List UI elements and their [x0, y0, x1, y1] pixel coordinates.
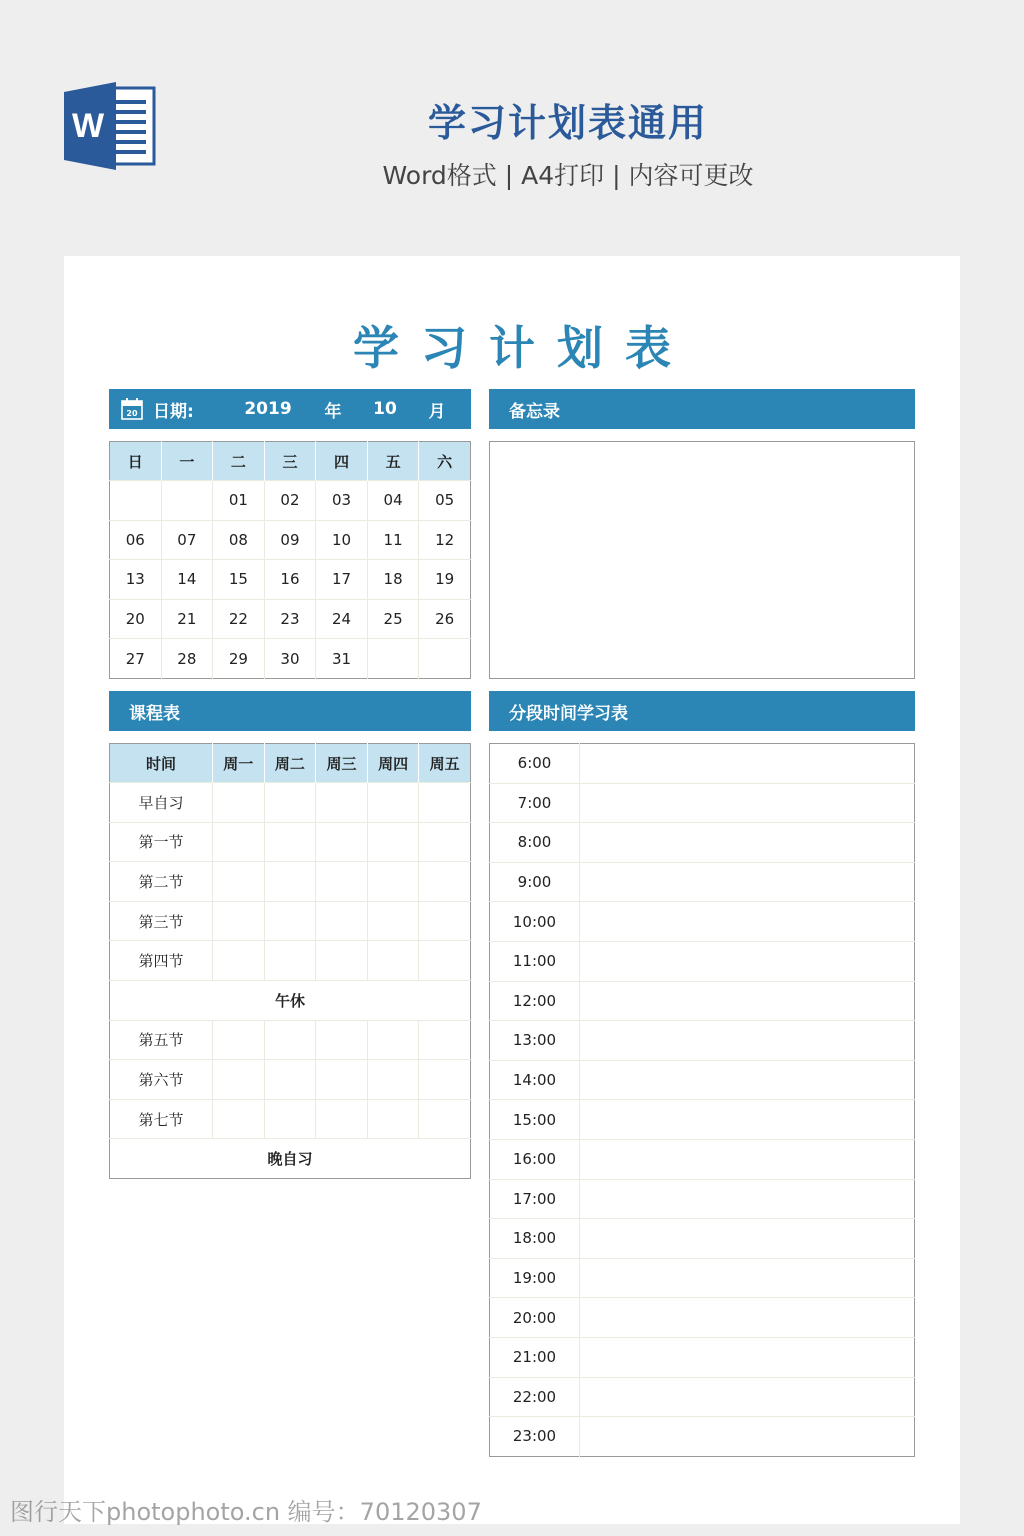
course-day-header: 周四: [367, 744, 419, 783]
calendar-day-cell[interactable]: [367, 639, 419, 679]
course-table: [109, 743, 471, 1179]
calendar-day-cell[interactable]: 08: [213, 520, 265, 560]
calendar-day-cell[interactable]: 15: [213, 560, 265, 600]
weekday-header: 六: [419, 442, 471, 481]
course-row: [110, 783, 471, 823]
calendar-day-cell[interactable]: 11: [367, 520, 419, 560]
course-break-row-label: 晚自习: [110, 1139, 471, 1179]
schedule-row: [490, 1139, 915, 1179]
schedule-row: [490, 1179, 915, 1219]
course-cell[interactable]: [213, 822, 265, 862]
document-title: 学习计划表: [353, 321, 693, 375]
calendar-day-cell[interactable]: 16: [264, 560, 316, 600]
calendar-day-cell[interactable]: 20: [110, 599, 162, 639]
calendar-day-cell[interactable]: 21: [161, 599, 213, 639]
calendar-icon: [121, 398, 143, 420]
calendar-day-cell[interactable]: 14: [161, 560, 213, 600]
schedule-entry-cell[interactable]: [580, 1100, 915, 1140]
schedule-row: [490, 744, 915, 784]
schedule-bar: [489, 691, 915, 731]
calendar-week-row: [110, 520, 471, 560]
calendar-week-row: [110, 599, 471, 639]
course-day-header: 周三: [316, 744, 368, 783]
schedule-time-label: 19:00: [490, 1258, 580, 1298]
schedule-row: [490, 1060, 915, 1100]
schedule-time-label: 6:00: [490, 744, 580, 784]
course-period-label: 第三节: [110, 901, 213, 941]
course-cell[interactable]: [264, 901, 316, 941]
course-row: [110, 1020, 471, 1060]
schedule-time-label: 7:00: [490, 783, 580, 823]
schedule-time-label: 20:00: [490, 1298, 580, 1338]
calendar-day-cell[interactable]: 09: [264, 520, 316, 560]
schedule-time-label: 11:00: [490, 941, 580, 981]
calendar-day-cell[interactable]: 30: [264, 639, 316, 679]
calendar-day-cell[interactable]: 28: [161, 639, 213, 679]
schedule-entry-cell[interactable]: [580, 744, 915, 784]
schedule-entry-cell[interactable]: [580, 823, 915, 863]
calendar-day-cell[interactable]: 01: [213, 481, 265, 521]
course-period-label: 第五节: [110, 1020, 213, 1060]
course-row: [110, 1060, 471, 1100]
course-cell[interactable]: [264, 1020, 316, 1060]
calendar-day-cell[interactable]: 26: [419, 599, 471, 639]
course-cell[interactable]: [367, 941, 419, 981]
course-cell[interactable]: [419, 783, 471, 823]
course-bar: [109, 691, 471, 731]
weekday-header: 五: [367, 442, 419, 481]
calendar-day-cell[interactable]: 12: [419, 520, 471, 560]
schedule-entry-cell[interactable]: [580, 1139, 915, 1179]
calendar-week-row: [110, 481, 471, 521]
course-cell[interactable]: [367, 1099, 419, 1139]
schedule-row: [490, 981, 915, 1021]
course-cell[interactable]: [419, 941, 471, 981]
course-cell[interactable]: [213, 901, 265, 941]
schedule-entry-cell[interactable]: [580, 902, 915, 942]
course-period-label: 早自习: [110, 783, 213, 823]
schedule-row: [490, 902, 915, 942]
course-cell[interactable]: [264, 862, 316, 902]
calendar-day-cell[interactable]: 23: [264, 599, 316, 639]
course-cell[interactable]: [367, 822, 419, 862]
schedule-entry-cell[interactable]: [580, 1337, 915, 1377]
course-cell[interactable]: [264, 783, 316, 823]
calendar-day-cell[interactable]: 24: [316, 599, 368, 639]
schedule-row: [490, 1377, 915, 1417]
course-period-label: 第六节: [110, 1060, 213, 1100]
date-label: 日期:: [153, 401, 194, 422]
course-row: [110, 862, 471, 902]
course-row: [110, 1099, 471, 1139]
course-period-label: 第一节: [110, 822, 213, 862]
schedule-entry-cell[interactable]: [580, 1377, 915, 1417]
calendar-day-cell[interactable]: [161, 481, 213, 521]
course-cell[interactable]: [367, 1060, 419, 1100]
calendar-day-cell[interactable]: 25: [367, 599, 419, 639]
course-cell[interactable]: [264, 941, 316, 981]
course-cell[interactable]: [419, 1099, 471, 1139]
schedule-entry-cell[interactable]: [580, 981, 915, 1021]
schedule-time-label: 8:00: [490, 823, 580, 863]
schedule-time-label: 14:00: [490, 1060, 580, 1100]
calendar-table: [109, 441, 471, 679]
course-cell[interactable]: [316, 901, 368, 941]
course-period-label: 第四节: [110, 941, 213, 981]
date-month[interactable]: 10: [373, 399, 397, 419]
course-cell[interactable]: [264, 1060, 316, 1100]
course-period-label: 第七节: [110, 1099, 213, 1139]
calendar-day-cell[interactable]: 31: [316, 639, 368, 679]
schedule-table: [489, 743, 915, 1457]
course-day-header: 周二: [264, 744, 316, 783]
weekday-header: 四: [316, 442, 368, 481]
calendar-day-cell[interactable]: 10: [316, 520, 368, 560]
calendar-day-cell[interactable]: 19: [419, 560, 471, 600]
schedule-time-label: 13:00: [490, 1021, 580, 1061]
course-row: [110, 822, 471, 862]
schedule-row: [490, 1417, 915, 1457]
course-cell[interactable]: [367, 1020, 419, 1060]
course-day-header: 周一: [213, 744, 265, 783]
calendar-day-cell[interactable]: 27: [110, 639, 162, 679]
course-cell[interactable]: [213, 1099, 265, 1139]
course-label: 课程表: [129, 703, 180, 724]
schedule-entry-cell[interactable]: [580, 1179, 915, 1219]
course-cell[interactable]: [316, 1020, 368, 1060]
course-cell[interactable]: [419, 862, 471, 902]
calendar-week-row: [110, 639, 471, 679]
promo-subtitle: Word格式 | A4打印 | 内容可更改: [382, 161, 754, 190]
schedule-row: [490, 1100, 915, 1140]
memo-box[interactable]: [489, 441, 915, 679]
schedule-entry-cell[interactable]: [580, 1021, 915, 1061]
calendar-day-cell[interactable]: 05: [419, 481, 471, 521]
course-cell[interactable]: [213, 862, 265, 902]
date-year-unit: 年: [324, 401, 342, 422]
document-page: [64, 256, 960, 1524]
watermark: 图行天下photophoto.cn 编号：70120307: [10, 1498, 482, 1526]
calendar-day-cell[interactable]: 03: [316, 481, 368, 521]
schedule-time-label: 23:00: [490, 1417, 580, 1457]
calendar-day-cell[interactable]: [110, 481, 162, 521]
schedule-time-label: 17:00: [490, 1179, 580, 1219]
course-day-header: 周五: [419, 744, 471, 783]
course-row: [110, 901, 471, 941]
calendar-day-cell[interactable]: 06: [110, 520, 162, 560]
schedule-entry-cell[interactable]: [580, 1060, 915, 1100]
schedule-row: [490, 1021, 915, 1061]
promo-title: 学习计划表通用: [427, 101, 708, 145]
schedule-entry-cell[interactable]: [580, 1258, 915, 1298]
course-break-row-label: 午休: [110, 980, 471, 1020]
course-cell[interactable]: [419, 1060, 471, 1100]
course-row: [110, 941, 471, 981]
schedule-row: [490, 783, 915, 823]
course-cell[interactable]: [367, 901, 419, 941]
course-row: [110, 1139, 471, 1179]
calendar-week-row: [110, 560, 471, 600]
calendar-day-cell[interactable]: 02: [264, 481, 316, 521]
course-cell[interactable]: [367, 783, 419, 823]
course-cell[interactable]: [316, 1060, 368, 1100]
schedule-entry-cell[interactable]: [580, 783, 915, 823]
course-cell[interactable]: [213, 1020, 265, 1060]
course-cell[interactable]: [264, 1099, 316, 1139]
schedule-label: 分段时间学习表: [509, 703, 628, 724]
schedule-row: [490, 1298, 915, 1338]
calendar-day-cell[interactable]: 07: [161, 520, 213, 560]
course-cell[interactable]: [316, 862, 368, 902]
course-cell[interactable]: [367, 862, 419, 902]
schedule-entry-cell[interactable]: [580, 862, 915, 902]
weekday-header: 日: [110, 442, 162, 481]
memo-bar: [489, 389, 915, 429]
schedule-time-label: 21:00: [490, 1337, 580, 1377]
calendar-day-cell[interactable]: 13: [110, 560, 162, 600]
course-cell[interactable]: [316, 783, 368, 823]
course-cell[interactable]: [419, 822, 471, 862]
schedule-time-label: 18:00: [490, 1219, 580, 1259]
schedule-time-label: 16:00: [490, 1139, 580, 1179]
schedule-row: [490, 1337, 915, 1377]
course-cell[interactable]: [419, 901, 471, 941]
calendar-day-cell[interactable]: 04: [367, 481, 419, 521]
schedule-row: [490, 862, 915, 902]
schedule-time-label: 9:00: [490, 862, 580, 902]
course-period-label: 第二节: [110, 862, 213, 902]
schedule-entry-cell[interactable]: [580, 941, 915, 981]
schedule-row: [490, 1258, 915, 1298]
calendar-day-cell[interactable]: 17: [316, 560, 368, 600]
date-month-unit: 月: [428, 401, 446, 422]
schedule-entry-cell[interactable]: [580, 1417, 915, 1457]
schedule-entry-cell[interactable]: [580, 1298, 915, 1338]
schedule-time-label: 12:00: [490, 981, 580, 1021]
schedule-time-label: 15:00: [490, 1100, 580, 1140]
weekday-header: 三: [264, 442, 316, 481]
course-cell[interactable]: [316, 1099, 368, 1139]
course-cell[interactable]: [419, 1020, 471, 1060]
course-cell[interactable]: [213, 1060, 265, 1100]
course-cell[interactable]: [316, 822, 368, 862]
calendar-day-cell[interactable]: 29: [213, 639, 265, 679]
course-cell[interactable]: [264, 822, 316, 862]
course-time-header: 时间: [110, 744, 213, 783]
course-row: [110, 980, 471, 1020]
calendar-icon-number: 20: [126, 409, 138, 418]
weekday-header: 一: [161, 442, 213, 481]
calendar-day-cell[interactable]: 18: [367, 560, 419, 600]
schedule-row: [490, 823, 915, 863]
calendar-day-cell[interactable]: 22: [213, 599, 265, 639]
course-cell[interactable]: [316, 941, 368, 981]
word-icon-letter: W: [71, 107, 105, 145]
calendar-day-cell[interactable]: [419, 639, 471, 679]
memo-label: 备忘录: [509, 401, 560, 422]
schedule-row: [490, 1219, 915, 1259]
date-year[interactable]: 2019: [244, 399, 292, 419]
schedule-row: [490, 941, 915, 981]
date-bar: [109, 389, 471, 429]
schedule-time-label: 10:00: [490, 902, 580, 942]
course-cell[interactable]: [213, 783, 265, 823]
course-cell[interactable]: [213, 941, 265, 981]
schedule-entry-cell[interactable]: [580, 1219, 915, 1259]
weekday-header: 二: [213, 442, 265, 481]
schedule-time-label: 22:00: [490, 1377, 580, 1417]
